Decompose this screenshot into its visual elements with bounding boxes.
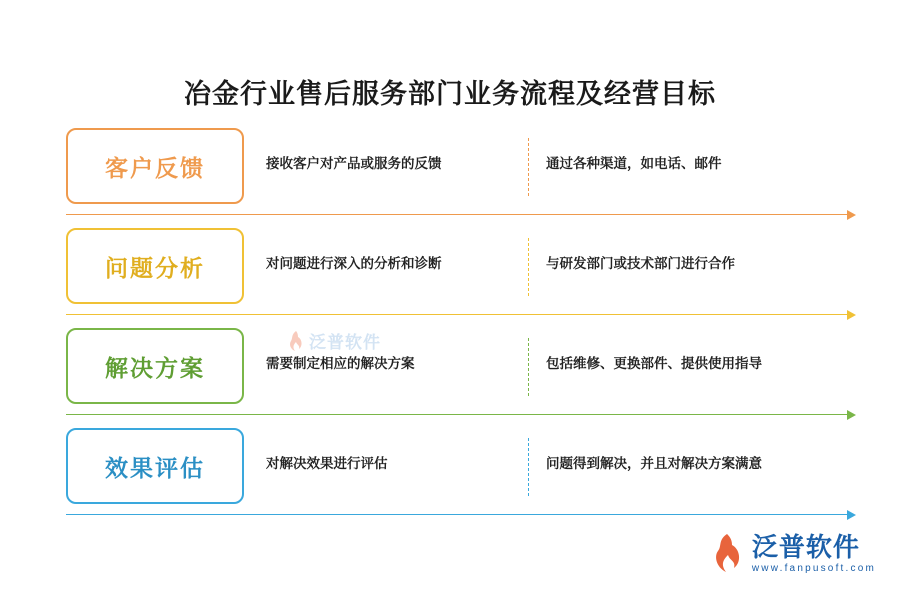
logo-title: 泛普软件 — [751, 531, 860, 562]
stage-description-secondary-1: 通过各种渠道，如电话、邮件 — [546, 156, 722, 171]
stage-box-1[interactable] — [66, 128, 244, 204]
brand-logo — [704, 532, 876, 574]
stage-description-primary-4: 对解决效果进行评估 — [266, 456, 388, 471]
stage-label-4: 效果评估 — [105, 454, 205, 481]
stage-box-2[interactable] — [66, 228, 244, 304]
arrow-head-icon — [847, 410, 856, 420]
stage-label-3: 解决方案 — [105, 354, 205, 381]
flow-arrow-4 — [66, 510, 856, 520]
stage-box-4[interactable] — [66, 428, 244, 504]
stage-description-secondary-3: 包括维修、更换部件、提供使用指导 — [546, 356, 762, 371]
flow-arrow-2 — [66, 310, 856, 320]
stage-description-primary-2: 对问题进行深入的分析和诊断 — [266, 256, 442, 271]
arrow-head-icon — [847, 310, 856, 320]
flow-arrow-1 — [66, 210, 856, 220]
flow-arrow-3 — [66, 410, 856, 420]
row-divider-4 — [528, 438, 529, 496]
stage-label-1: 客户反馈 — [105, 154, 205, 181]
stage-description-primary-1: 接收客户对产品或服务的反馈 — [266, 156, 442, 171]
process-row — [0, 428, 900, 528]
process-row — [0, 328, 900, 428]
row-divider-2 — [528, 238, 529, 296]
page-title: 冶金行业售后服务部门业务流程及经营目标 — [184, 79, 716, 109]
stage-description-secondary-2: 与研发部门或技术部门进行合作 — [546, 256, 735, 271]
row-divider-3 — [528, 338, 529, 396]
process-rows — [0, 128, 900, 528]
row-divider-1 — [528, 138, 529, 196]
arrow-head-icon — [847, 210, 856, 220]
stage-label-2: 问题分析 — [105, 254, 205, 281]
process-row — [0, 128, 900, 228]
stage-description-secondary-4: 问题得到解决，并且对解决方案满意 — [546, 456, 762, 471]
logo-subtitle: www.fanpusoft.com — [751, 562, 876, 574]
process-row — [0, 228, 900, 328]
stage-box-3[interactable] — [66, 328, 244, 404]
stage-description-primary-3: 需要制定相应的解决方案 — [266, 356, 415, 371]
flame-logo-icon — [704, 532, 744, 574]
watermark-text: 泛普软件 — [309, 333, 381, 352]
arrow-head-icon — [847, 510, 856, 520]
